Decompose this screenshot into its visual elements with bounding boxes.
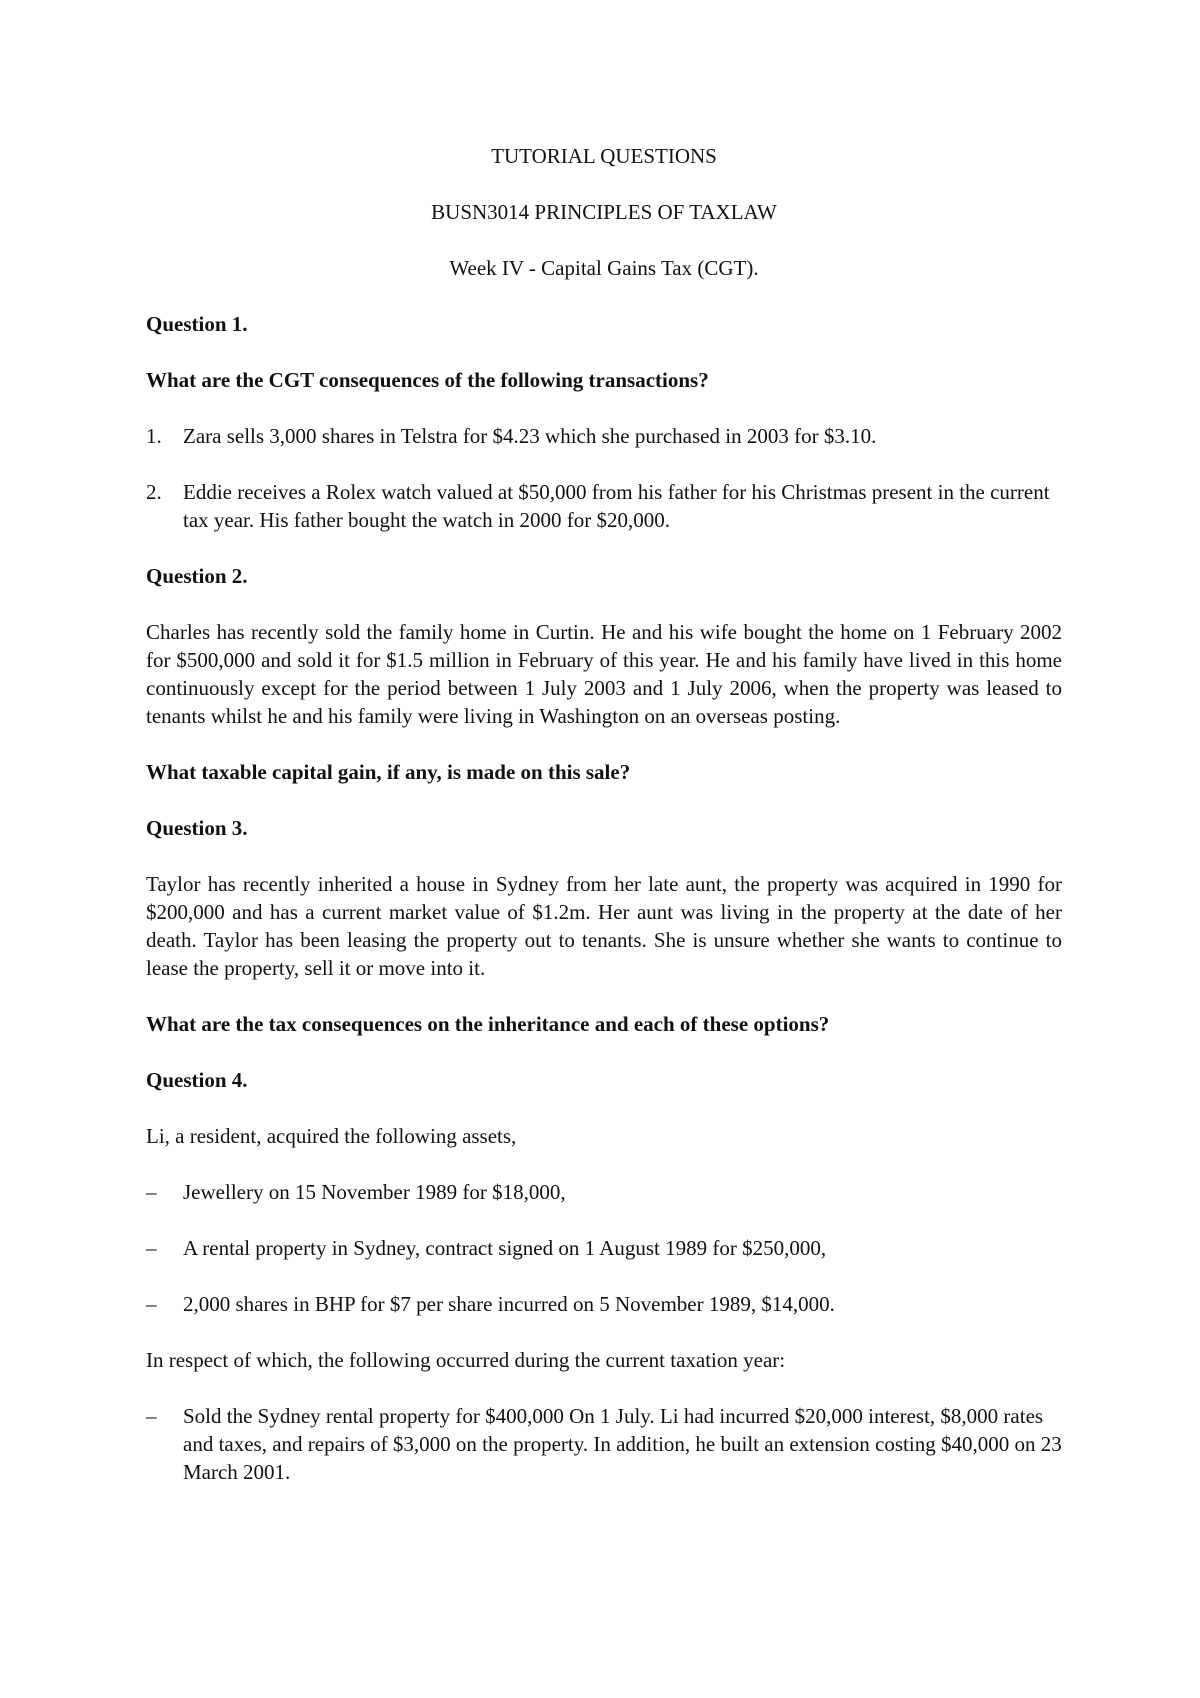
question-3-body: Taylor has recently inherited a house in Sydney from her late aunt, the property was acquired in 1990 for $200,000 and has a current market value of $1.2m. Her aunt was living in the property at the date of her death. Taylor has been leasing the property out to tenants. She is unsure whether she wants to continue to lease the property, sell it or move into it. [146,872,1062,980]
dash-bullet: – [146,1236,157,1260]
week-title: Week IV - Capital Gains Tax (CGT). [449,256,759,280]
list-item-text: Zara sells 3,000 shares in Telstra for $4.23 which she purchased in 2003 for $3.10. [183,424,877,448]
question-4-heading: Question 4. [146,1068,248,1092]
question-2-heading: Question 2. [146,564,248,588]
question-4-events-intro: In respect of which, the following occurred during the current taxation year: [146,1348,786,1372]
course-title: BUSN3014 PRINCIPLES OF TAXLAW [431,200,777,224]
list-number: 1. [146,424,162,448]
asset-list-item [146,1234,1062,1262]
document-page [146,142,1062,1514]
question-2-prompt: What taxable capital gain, if any, is made on this sale? [146,760,631,784]
list-item-text: Eddie receives a Rolex watch valued at $50,000 from his father for his Christmas present in the current tax year. His father bought the watch in 2000 for $20,000. [183,480,1050,532]
question-1-item [146,422,1062,450]
doc-title: TUTORIAL QUESTIONS [491,144,717,168]
question-3-heading: Question 3. [146,816,248,840]
dash-bullet: – [146,1404,157,1428]
question-4-intro: Li, a resident, acquired the following assets, [146,1124,517,1148]
question-3-prompt: What are the tax consequences on the inheritance and each of these options? [146,1012,830,1036]
asset-list-item [146,1178,1062,1206]
list-item-text: Jewellery on 15 November 1989 for $18,000, [183,1180,566,1204]
list-number: 2. [146,480,162,504]
question-2-body: Charles has recently sold the family home in Curtin. He and his wife bought the home on 1 February 2002 for $500,000 and sold it for $1.5 million in February of this year. He and his family have lived in this home continuously except for the period between 1 July 2003 and 1 July 2006, when the property was leased to tenants whilst he and his family were living in Washington on an overseas posting. [146,620,1062,728]
asset-list-item [146,1290,1062,1318]
question-1-item [146,478,1062,534]
list-item-text: A rental property in Sydney, contract signed on 1 August 1989 for $250,000, [183,1236,827,1260]
dash-bullet: – [146,1292,157,1316]
list-item-text: Sold the Sydney rental property for $400,000 On 1 July. Li had incurred $20,000 interest, $8,000 rates and taxes, and repairs of $3,000 on the property. In addition, he built an extension costing $40,000 on 23 March 2001. [183,1404,1062,1484]
dash-bullet: – [146,1180,157,1204]
question-1-heading: Question 1. [146,312,248,336]
list-item-text: 2,000 shares in BHP for $7 per share incurred on 5 November 1989, $14,000. [183,1292,835,1316]
event-list-item [146,1402,1062,1486]
question-1-prompt: What are the CGT consequences of the following transactions? [146,368,709,392]
